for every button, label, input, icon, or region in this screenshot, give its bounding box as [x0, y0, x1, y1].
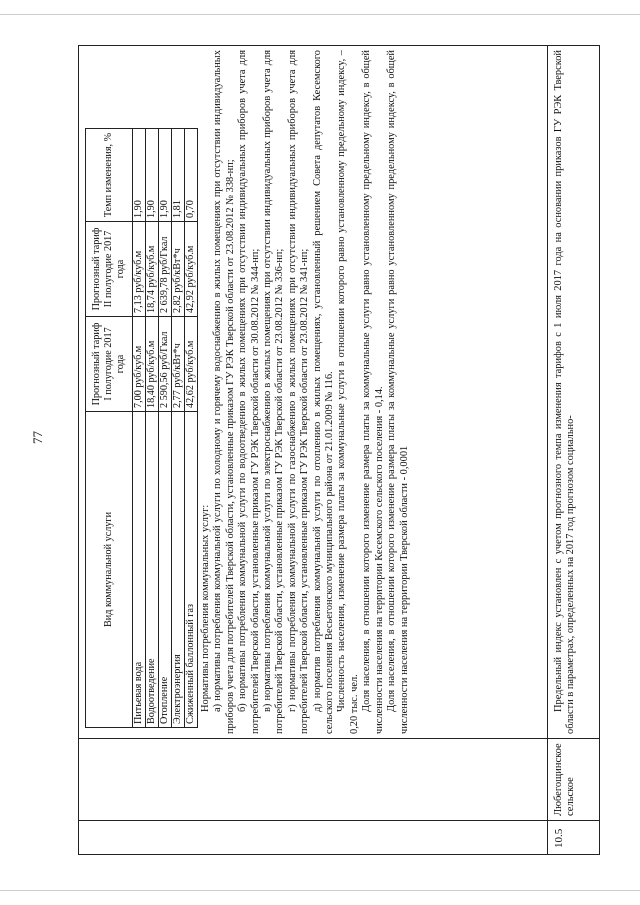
service-name: Питьевая вода [133, 412, 146, 728]
change-rate: 1,81 [172, 129, 185, 222]
row-content [85, 50, 411, 734]
norm-g: г) нормативы потребления коммунальной услуги по газоснабжению в жилых помещениях при отсутствии индивидуальных приборов учета для потребителей Тверской области, установленные приказом ГУ РЭК Тверской области от 23.08.2012 № 341-нп; [286, 50, 311, 734]
tariff-h2: 42,92 руб/куб.м [185, 222, 198, 317]
tariff-h1: 18,40 руб/куб.м [146, 317, 159, 412]
change-rate: 1,90 [146, 129, 159, 222]
tariff-table-header [86, 129, 133, 728]
tariff-h2: 18,74 руб/куб.м [146, 222, 159, 317]
service-name: Электроэнергия [172, 412, 185, 728]
table-row [146, 129, 159, 728]
norm-d: д) норматив потребления коммунальной услуги по отоплению в жилых помещениях, установленный решением Совета депутатов Кесемского сельского поселения Весьегонского муниципального района от 21.01.2009 № 116. [311, 50, 336, 734]
table-row [172, 129, 185, 728]
header-service: Вид коммунальной услуги [86, 412, 133, 728]
tariff-h2: 2,82 руб/кВт*ч [172, 222, 185, 317]
table-row [159, 129, 172, 728]
share-region-text: Доля населения, в отношении которого изменение размера платы за коммунальные услуги равно установленному предельному индексу, в общей численности населения на территории Тверской области - 0,0001 [386, 50, 410, 734]
tariff-h1: 42,62 руб/куб.м [185, 317, 198, 412]
main-table-frame [78, 45, 600, 855]
norm-b: б) нормативы потребления коммунальной услуги по водоотведению в жилых помещениях при отсутствии индивидуальных приборов учета для потребителей Тверской области, установленные приказом ГУ РЭК Тверской области от 30.08.2012 № 344-нп; [237, 50, 261, 734]
service-name: Отопление [159, 412, 172, 728]
norm-a: а) нормативы потребления коммунальной услуги по холодному и горячему водоснабжению в жилых помещениях при отсутствии индивидуальных приборов учета для потребителей Тверской области, установленные приказом ГУ РЭК Тверской области от 23.08.2012 № 338-нп; [212, 50, 236, 734]
change-rate: 0,70 [185, 129, 198, 222]
settlement-column [79, 738, 599, 820]
header-tariff-h2: Прогнозный тариф II полугодие 2017 года [86, 222, 133, 317]
population-text: Численность населения, изменение размера платы за коммунальные услуги в отношении которого равно установленному предельному индексу, – 0,20 тыс. чел. [336, 50, 360, 734]
tariff-h2: 2 639,78 руб/Гкал [159, 222, 172, 317]
table-row [185, 129, 198, 728]
row-divider [547, 46, 548, 854]
change-rate: 1,90 [159, 129, 172, 222]
page-number: 77 [30, 431, 45, 444]
rotated-page-content [78, 45, 600, 855]
row-number: 10.5 [553, 828, 565, 848]
final-paragraph: Предельный индекс установлен с учетом прогнозного темпа изменения тарифов с 1 июля 2017 года на основании приказов ГУ РЭК Тверской области в параметрах, определенных на 2017 год прогнозом социально- [553, 50, 577, 734]
norms-title: Нормативы потребления коммунальных услуг: [200, 504, 211, 712]
share-settlement-text: Доля населения, в отношении которого изменение размера платы за коммунальные услуги равно установленному предельному индексу, в общей численности населения на территории Кесемского сельского поселения - 0,14. [361, 50, 385, 734]
tariff-h1: 2 590,56 руб/Гкал [159, 317, 172, 412]
row-number-column [79, 820, 599, 854]
tariff-table [85, 128, 198, 728]
header-tariff-h1: Прогнозный тариф I полугодие 2017 года [86, 317, 133, 412]
table-row [133, 129, 146, 728]
service-name: Сжиженный баллонный газ [185, 412, 198, 728]
change-rate: 1,90 [133, 129, 146, 222]
header-change-rate: Темп изменения, % [86, 129, 133, 222]
tariff-h1: 2,77 руб/кВт*ч [172, 317, 185, 412]
service-name: Водоотведение [146, 412, 159, 728]
norm-v: в) нормативы потребления коммунальной услуги по электроснабжению в жилых помещениях при отсутствии индивидуальных приборов учета для потребителей Тверской области, установленные приказом ГУ РЭК Тверской области от 23.08.2012 № 336-нп; [262, 50, 286, 734]
settlement-name: Любегощинское сельское [553, 743, 576, 816]
tariff-h2: 7,13 руб/куб.м [133, 222, 146, 317]
tariff-h1: 7,00 руб/куб.м [133, 317, 146, 412]
